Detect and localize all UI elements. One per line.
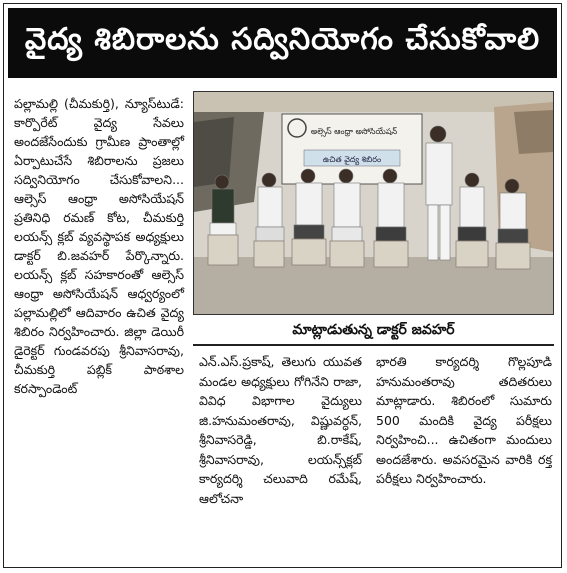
- body-text-column-1: పల్లామల్లి (చీమకుర్తి), న్యూస్‌టుడే: కార్పొరేట్ వైద్య సేవలు అందజేసేందుకు గ్రామీణ ప్రాంతాల్లో ఏర్పాటుచేసే శిబిరాలను ప్రజలు సద్వినియోగం చేసుకోవాలని... ఆల్సెస్ ఆంధ్రా అసోసియేషన్ ప్రతినిధి రమణ్ కోట, చీమకుర్తి లయన్స్ క్లబ్ వ్యవస్థాపక అధ్యక్షులు డాక్టర్ బి.జవహర్ పేర్కొన్నారు. లయన్స్ క్లబ్ సహకారంతో ఆల్సెస్ ఆంధ్రా అసోసియేషన్ ఆధ్వర్యంలో పల్లామల్లిలో ఆదివారం ఉచిత వైద్య శిబిరం నిర్వహించారు. జిల్లా డెయిరీ డైరెక్టర్ గుండవరపు శ్రీనివాసరావు, చీమకుర్తి పబ్లిక్ పాఠశాల కరస్పాండెంట్: [14, 96, 184, 396]
- photo-caption: మాట్లాడుతున్న డాక్టర్ జవహర్: [193, 318, 554, 346]
- banner-line1: అల్సెస్ ఆంధ్రా అసోసియేషన్: [310, 127, 398, 136]
- body-column-2: [199, 352, 362, 508]
- body-column-1: [14, 94, 184, 398]
- headline: వైద్య శిబిరాలను సద్వినియోగం చేసుకోవాలి: [8, 8, 557, 78]
- body-column-3: [376, 352, 552, 489]
- news-photo: [193, 91, 554, 315]
- banner-line2: ఉచిత వైద్య శిబిరం: [322, 155, 382, 164]
- body-text-column-3: భారతి కార్యదర్శి గొల్లపూడి హనుమంతరావు తదితరులు మాట్లాడారు. శిబిరంలో సుమారు 500 మందికి వైద్య పరీక్షలు నిర్వహించి... ఉచితంగా మందులు అందజేశారు. అవసరమైన వారికి రక్త పరీక్షలు నిర్వహించారు.: [376, 354, 552, 486]
- body-text-column-2: ఎన్.ఎస్.ప్రకాష్, తెలుగు యువత మండల అధ్యక్షులు గోగినేని రాజా, వివిధ విభాగాల వైద్యులు జి.హనుమంతరావు, విష్ణువర్ధన్, శ్రీనివాసరెడ్డి, బి.రాకేష్, శ్రీనివాసరావు, లయన్స్‌క్లబ్ కార్యదర్శి చలువాది రమేష్, ఆలోచనా: [199, 354, 362, 506]
